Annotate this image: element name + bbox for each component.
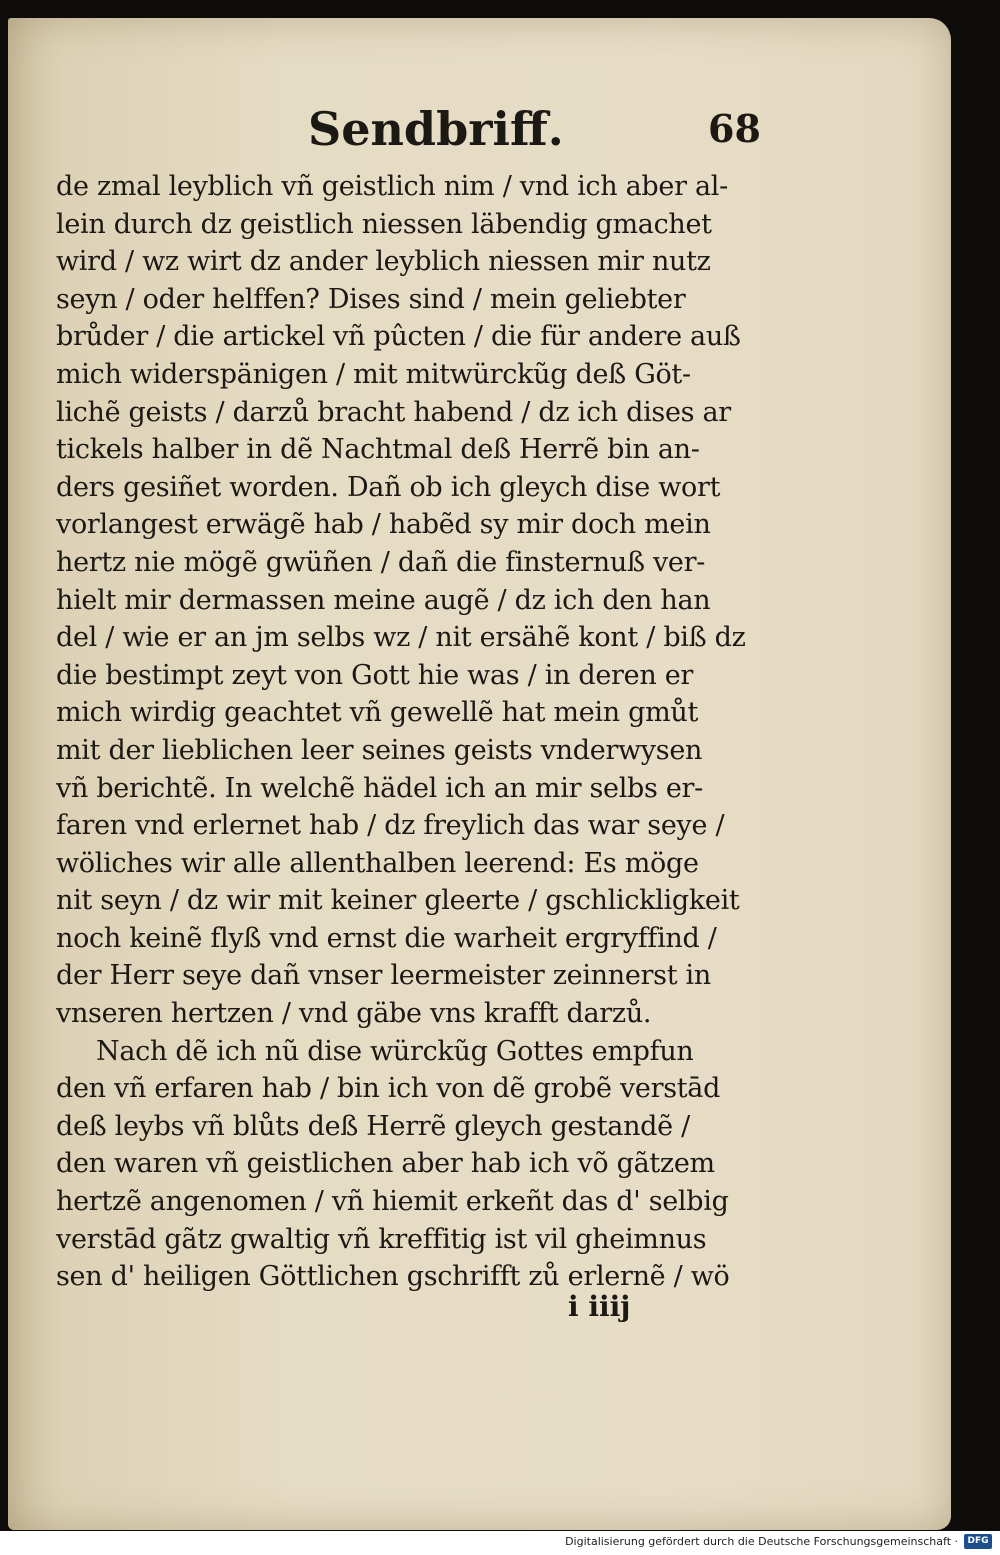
text-line: tickels halber in dẽ Nachtmal deß Herrẽ bin an- <box>56 434 700 466</box>
text-line: wöliches wir alle allenthalben leerend: Es möge <box>56 847 699 879</box>
signature-mark: i iiij <box>568 1290 631 1323</box>
dfg-logo-icon: DFG <box>964 1534 992 1549</box>
text-line: del / wie er an jm selbs wz / nit ersähẽ kont / biß dz <box>56 622 746 654</box>
text-line: hertz nie mögẽ gwüñen / dañ die finsternuß ver- <box>56 546 706 578</box>
funding-credit: Digitalisierung gefördert durch die Deutsche Forschungsgemeinschaft · <box>565 1535 958 1548</box>
text-line: vñ berichtẽ. In welchẽ hädel ich an mir selbs er- <box>56 772 703 804</box>
text-line: sen d' heiligen Göttlichen gschrifft zů erlernẽ / wö <box>56 1261 730 1293</box>
text-line: verstād gãtz gwaltig vñ kreffitig ist vil gheimnus <box>56 1223 707 1255</box>
text-line: die bestimpt zeyt von Gott hie was / in deren er <box>56 659 694 691</box>
text-line: den waren vñ geistlichen aber hab ich võ gãtzem <box>56 1148 715 1180</box>
text-line: seyn / oder helffen? Dises sind / mein geliebter <box>56 283 686 315</box>
scanned-page <box>8 18 951 1530</box>
body-text <box>56 168 756 1296</box>
page-title: Sendbriff. <box>308 102 564 156</box>
text-line: lichẽ geists / darzů bracht habend / dz ich dises ar <box>56 396 731 428</box>
text-line: deß leybs vñ blůts deß Herrẽ gleych gestandẽ / <box>56 1110 690 1142</box>
text-line: vnseren hertzen / vnd gäbe vns krafft darzů. <box>56 998 652 1030</box>
text-line: brůder / die artickel vñ pûcten / die für andere auß <box>56 321 741 353</box>
text-line: vorlangest erwägẽ hab / habẽd sy mir doch mein <box>56 509 711 541</box>
text-line: mich widerspänigen / mit mitwürckũg deß Göt- <box>56 358 691 390</box>
text-line: de zmal leyblich vñ geistlich nim / vnd ich aber al- <box>56 171 728 202</box>
running-head <box>8 102 951 162</box>
page-number: 68 <box>708 106 761 151</box>
text-line: mich wirdig geachtet vñ gewellẽ hat mein gmůt <box>56 697 699 729</box>
text-line: faren vnd erlernet hab / dz freylich das war seye / <box>56 810 725 842</box>
text-line: hertzẽ angenomen / vñ hiemit erkeñt das d' selbig <box>56 1186 729 1218</box>
text-line: lein durch dz geistlich niessen läbendig gmachet <box>56 208 712 240</box>
text-line: hielt mir dermassen meine augẽ / dz ich den han <box>56 584 711 616</box>
text-line: ders gesiñet worden. Dañ ob ich gleych dise wort <box>56 471 721 503</box>
text-line: noch keinẽ flyß vnd ernst die warheit ergryffind / <box>56 922 717 954</box>
text-line: der Herr seye dañ vnser leermeister zeinnerst in <box>56 960 711 992</box>
text-line: wird / wz wirt dz ander leyblich niessen mir nutz <box>56 246 711 278</box>
text-line: nit seyn / dz wir mit keiner gleerte / gschlickligkeit <box>56 885 740 917</box>
text-line: mit der lieblichen leer seines geists vnderwysen <box>56 734 703 766</box>
text-line: den vñ erfaren hab / bin ich von dẽ grobẽ verstād <box>56 1073 721 1105</box>
text-line: Nach dẽ ich nũ dise würckũg Gottes empfun <box>96 1035 694 1067</box>
digitization-footer <box>0 1531 1000 1555</box>
